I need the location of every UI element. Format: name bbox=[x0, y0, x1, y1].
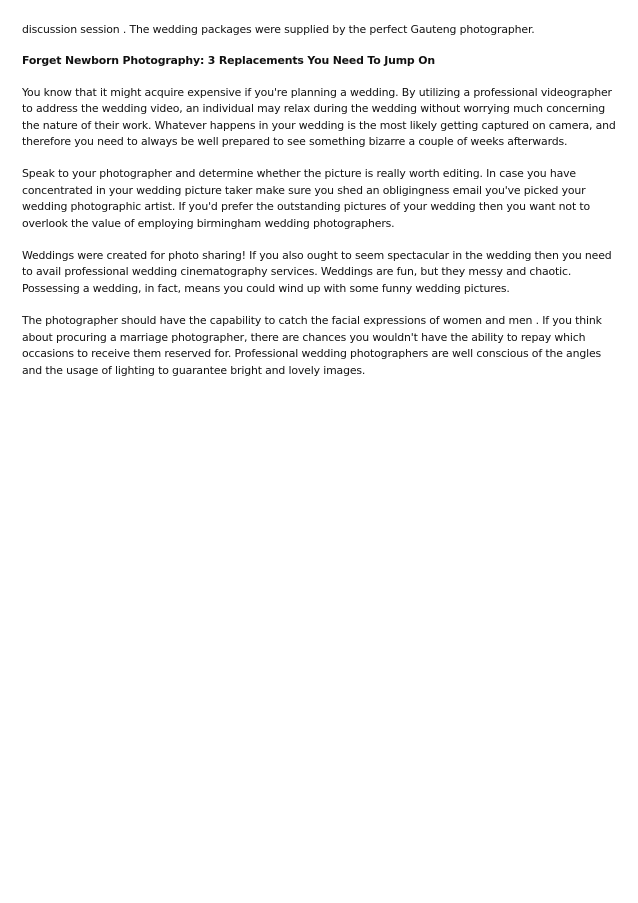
body-paragraph-2: Speak to your photographer and determine whether the picture is really worth editing. In case you have concentrated in your wedding picture taker make sure you shed an obligingness email you've picked your wedding photographic artist. If you'd prefer the outstanding pictures of your wedding then you want not to overlook the value of employing birmingham wedding photographers. bbox=[22, 167, 591, 230]
section-heading: Forget Newborn Photography: 3 Replacements You Need To Jump On bbox=[22, 54, 435, 68]
body-paragraph-3: Weddings were created for photo sharing! If you also ought to seem spectacular in the wedding then you need to avail professional wedding cinematography services. Weddings are fun, but they messy and chaotic. Possessing a wedding, in fact, means you could wind up with some funny wedding pictures. bbox=[22, 249, 612, 295]
body-paragraph-4: The photographer should have the capability to catch the facial expressions of women and men . If you think about procuring a marriage photographer, there are chances you wouldn't have the ability to repay which occasions to receive them reserved for. Professional wedding photographers are well conscious of the angles and the usage of lighting to guarantee bright and lovely images. bbox=[22, 314, 602, 377]
body-paragraph-1: You know that it might acquire expensive if you're planning a wedding. By utilizing a professional videographer to address the wedding video, an individual may relax during the wedding without worrying much concerning the nature of their work. Whatever happens in your wedding is the most likely getting captured on camera, and therefore you need to always be well prepared to see something bizarre a couple of weeks afterwards. bbox=[22, 85, 616, 149]
intro-paragraph: discussion session . The wedding packages were supplied by the perfect Gauteng photographer. bbox=[22, 23, 535, 36]
